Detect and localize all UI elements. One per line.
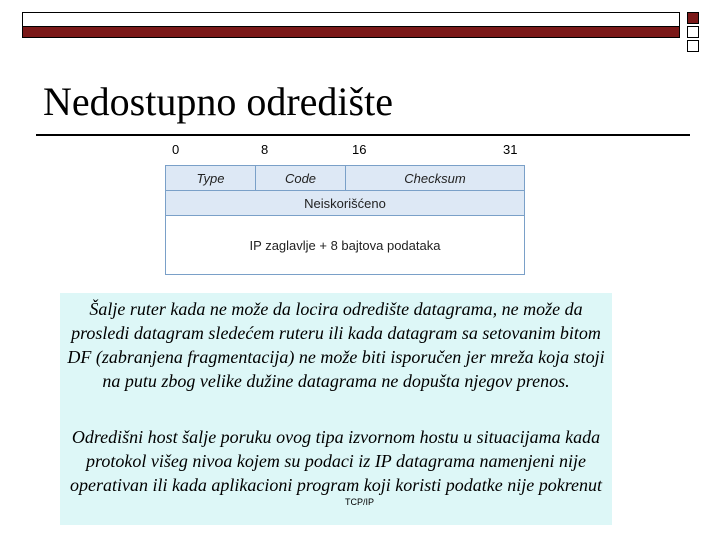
description-paragraph-2: Odredišni host šalje poruku ovog tipa izvornom hostu u situacijama kada protokol višeg nivoa kojem su podaci iz IP datagrama namenjeni nije operativan ili kada aplikacioni program koji koristi podatke nije pokrenut xyxy=(69,427,603,495)
bit-label-16: 16 xyxy=(352,142,367,157)
bit-label-31: 31 xyxy=(503,142,518,157)
corner-square-2 xyxy=(687,26,699,38)
description-box xyxy=(60,293,612,525)
field-ip-header: IP zaglavlje + 8 bajtova podataka xyxy=(249,237,441,253)
field-code: Code xyxy=(256,166,346,190)
field-checksum: Checksum xyxy=(404,170,466,186)
description-paragraph-1: Šalje ruter kada ne može da locira odredište datagrama, ne može da prosledi datagram sledećem ruteru ili kada datagram sa setovanim bitom DF (zabranjena fragmentacija) ne može biti isporučen jer mreža koja stoji na putu zbog velike dužine datagrama ne dopušta njegov prenos. xyxy=(67,299,605,391)
title-underline xyxy=(36,134,690,136)
diagram-first-row xyxy=(166,166,524,191)
field-unused: Neiskorišćeno xyxy=(166,191,524,216)
corner-square-1 xyxy=(687,12,699,24)
top-decorative-bar xyxy=(22,12,680,38)
slide-title: Nedostupno odredište xyxy=(43,79,393,124)
bit-label-0: 0 xyxy=(172,142,180,157)
top-bar-accent-stripe xyxy=(23,26,679,37)
footer-label: TCP/IP xyxy=(345,497,375,507)
bit-label-8: 8 xyxy=(261,142,269,157)
icmp-header-diagram xyxy=(165,165,525,275)
field-type: Type xyxy=(166,166,256,190)
corner-square-3 xyxy=(687,40,699,52)
